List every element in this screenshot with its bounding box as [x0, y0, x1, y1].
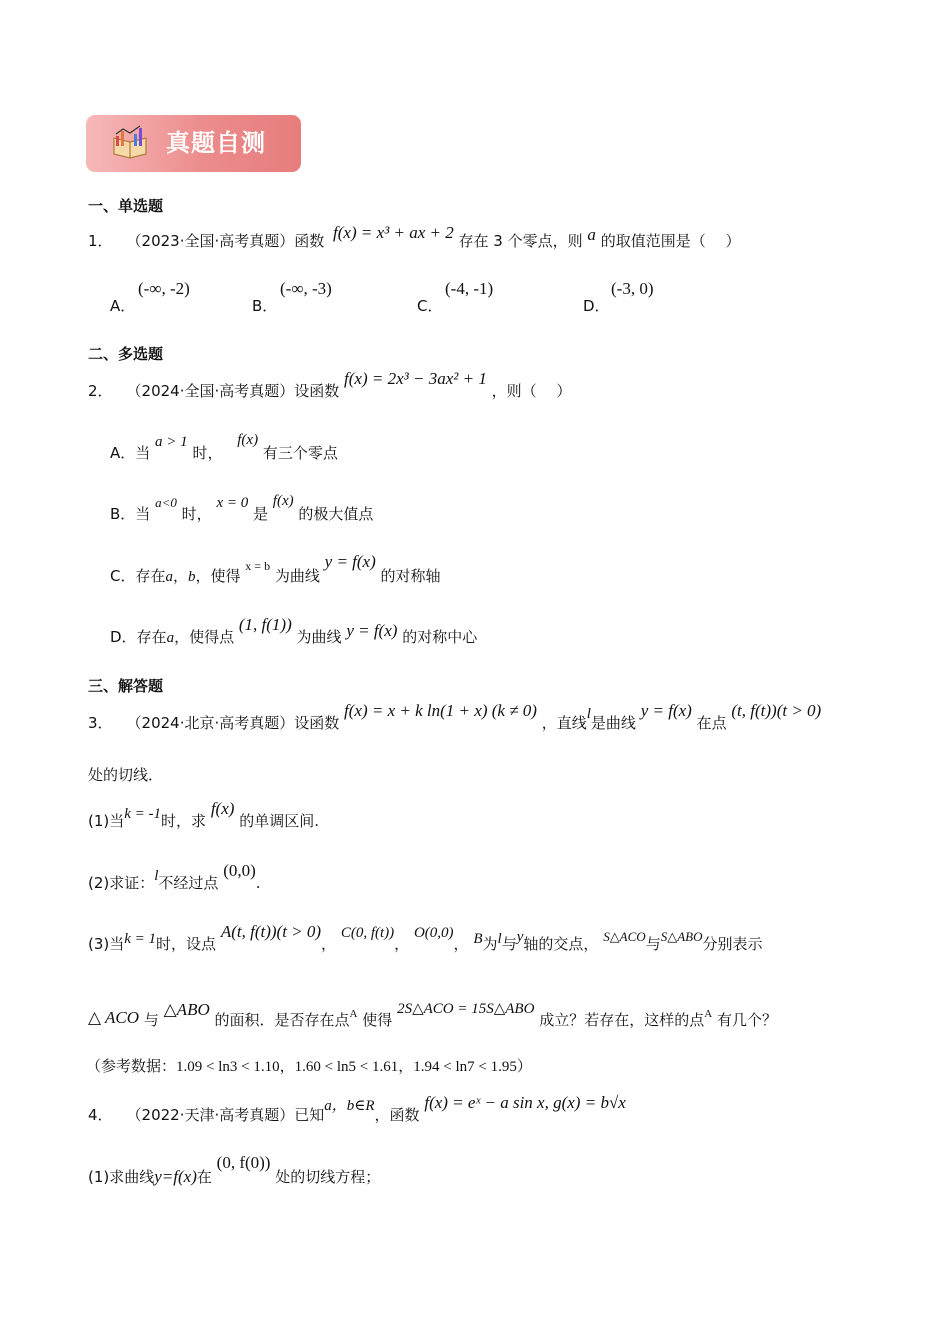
q2-option-b-text1: 时，	[181, 505, 212, 523]
q3-p1-text2: 的单调区间.	[239, 812, 319, 830]
q3-continuation: 处的切线．	[88, 766, 164, 784]
q3-p3-text3: 与	[501, 935, 517, 953]
q3-part-2	[88, 861, 261, 893]
q2-option-c-comma: ，	[172, 567, 188, 585]
q3-p3-label: (3)当	[88, 935, 125, 953]
q2-option-d-text3: 的对称中心	[402, 628, 478, 646]
q3-p3-b: B	[473, 931, 483, 947]
q3-p3-point-o: O(0,0)	[413, 925, 454, 941]
q2-option-c-text2: 为曲线	[274, 567, 320, 585]
q2-option-a-cond: a > 1	[155, 434, 188, 450]
q3-number: 3．	[88, 714, 113, 732]
q3-text3: 在点	[696, 714, 727, 732]
q3-p1-k: k = -1	[124, 806, 162, 822]
q3-p3-comma3: ，	[453, 935, 469, 953]
q2-option-d-text2: 为曲线	[296, 628, 342, 646]
q4-formula: f(x) = eˣ − a sin x, g(x) = b√x	[424, 1093, 626, 1112]
q2-option-c-yfx: y = f(x)	[324, 552, 376, 571]
q2-option-c-label: C．存在	[110, 567, 166, 585]
q3-p3-comma1: ，	[321, 935, 337, 953]
q2-option-d-point: (1, f(1))	[238, 615, 292, 634]
q1-option-a-value: (-∞, -2)	[138, 279, 190, 298]
q1-number: 1．	[88, 232, 113, 250]
q3-p3-text6: 分别表示	[702, 935, 763, 953]
q3-p1-text1: 时，求	[161, 812, 207, 830]
q3-p3-s1: S△ACO	[603, 929, 646, 944]
q2-option-a-text1: 时，	[192, 444, 223, 462]
banner-title: 真题自测	[166, 129, 266, 157]
q2-option-b-x0: x = 0	[216, 495, 249, 511]
q2-option-b-text2: 是	[253, 505, 269, 523]
q1-option-c-label: C．	[417, 297, 443, 315]
q2-option-b	[110, 493, 374, 524]
q3-p3-text10: 成立？若存在，这样的点	[539, 1011, 705, 1029]
q3-source: （2024·北京·高考真题）设函数	[126, 714, 340, 732]
q3-p3-triangle-abo: △ABO	[163, 1000, 210, 1019]
q3-ref-d2: 1.60 < ln5 < 1.61	[294, 1059, 399, 1075]
section-banner	[86, 115, 301, 172]
q3-p3-text1: 时，设点	[156, 935, 217, 953]
q3-formula: f(x) = x + k ln(1 + x) (k ≠ 0)	[344, 701, 537, 720]
q3-p3-l: l	[497, 931, 502, 947]
q3-p3-s2: S△ABO	[660, 929, 703, 944]
q2-option-a-label: A．当	[110, 444, 151, 462]
q4-vars: a，b∈R	[324, 1098, 375, 1114]
q3-p2-text1: 不经过点	[158, 874, 219, 892]
q2-formula: f(x) = 2x³ − 3ax² + 1	[344, 369, 487, 388]
q3-p2-label: (2)求证：	[88, 874, 155, 892]
q1-mid: 存在 3 个零点，则	[458, 232, 583, 250]
q2-option-c	[110, 552, 441, 586]
q3-p3-text9: 使得	[362, 1011, 393, 1029]
q1-option-c	[417, 279, 494, 316]
q1-source: （2023·全国·高考真题）函数	[126, 232, 325, 250]
q3-p3-text5: 与	[645, 935, 661, 953]
q3-p2-l: l	[154, 868, 159, 884]
q1-option-b	[252, 279, 332, 316]
q3-ref-open: （参考数据：	[86, 1057, 177, 1075]
q3-part-3-cont	[88, 1000, 777, 1030]
q2-option-a	[110, 432, 338, 463]
section-solutions: 三、解答题	[88, 677, 164, 695]
q2-option-d-label: D．存在	[110, 628, 167, 646]
q3-p3-text2: 为	[482, 935, 498, 953]
q4-text1: ，函数	[374, 1106, 420, 1124]
q2-option-b-label: B．当	[110, 505, 151, 523]
q3-p1-fx: f(x)	[210, 799, 235, 818]
q3-p3-comma2: ，	[394, 935, 410, 953]
question-4	[88, 1093, 626, 1125]
question-3	[88, 701, 822, 733]
book-chart-icon	[110, 124, 150, 168]
question-2	[88, 369, 572, 401]
q3-ref-d1: 1.09 < ln3 < 1.10	[176, 1059, 280, 1075]
q1-option-a	[110, 279, 190, 316]
q2-option-c-text1: ，使得	[195, 567, 241, 585]
q3-p3-text7: 与	[143, 1011, 159, 1029]
q2-option-d	[110, 615, 478, 647]
q3-p3-point-c: C(0, f(t))	[340, 925, 395, 941]
q3-p3-text4: 轴的交点，	[523, 935, 599, 953]
q1-option-d	[583, 279, 654, 316]
q2-option-c-b: b	[188, 569, 196, 585]
q2-option-a-text2: 有三个零点	[262, 444, 338, 462]
q3-p3-a3: A	[704, 1008, 713, 1020]
q3-p1-label: (1)当	[88, 812, 125, 830]
q2-option-a-fx: f(x)	[237, 432, 259, 448]
q2-option-d-text1: ，使得点	[174, 628, 235, 646]
q3-ref-c1: ，	[279, 1057, 295, 1075]
q4-source: （2022·天津·高考真题）已知	[126, 1106, 325, 1124]
section-multiple-choice: 二、多选题	[88, 345, 164, 363]
q1-option-b-value: (-∞, -3)	[280, 279, 332, 298]
section-single-choice: 一、单选题	[88, 197, 164, 215]
question-1	[88, 223, 741, 251]
q1-tail: 的取值范围是（ ）	[600, 232, 741, 250]
q3-p3-a2: A	[349, 1008, 358, 1020]
q3-p3-equation: 2S△ACO = 15S△ABO	[397, 1001, 535, 1017]
q3-p3-text11: 有几个？	[716, 1011, 777, 1029]
q3-reference-data	[86, 1055, 532, 1076]
q3-p3-point-a: A(t, f(t))(t > 0)	[220, 922, 322, 941]
q3-ref-d3: 1.94 < ln7 < 1.95	[413, 1059, 517, 1075]
q4-number: 4．	[88, 1106, 113, 1124]
q1-option-d-value: (-3, 0)	[611, 279, 654, 298]
q3-part-3	[88, 922, 763, 954]
q3-p3-y: y	[516, 929, 524, 945]
q2-option-c-text3: 的对称轴	[380, 567, 441, 585]
q4-p1-label: (1)求曲线	[88, 1168, 155, 1186]
q3-p3-text8: 的面积．是否存在点	[214, 1011, 350, 1029]
q3-text1: ，直线	[541, 714, 587, 732]
q4-p1-text1: 在	[196, 1168, 212, 1186]
q2-option-c-xb: x = b	[245, 559, 271, 573]
q2-number: 2．	[88, 382, 113, 400]
q3-point: (t, f(t))(t > 0)	[731, 701, 822, 720]
q3-line-l: l	[586, 706, 591, 722]
q2-option-c-a: a	[165, 569, 173, 585]
q1-option-a-label: A．	[110, 297, 136, 315]
q2-option-d-yfx: y = f(x)	[346, 621, 398, 640]
q4-p1-point: (0, f(0))	[216, 1153, 271, 1172]
q1-option-d-label: D．	[583, 297, 610, 315]
q2-source: （2024·全国·高考真题）设函数	[126, 382, 340, 400]
q1-formula: f(x) = x³ + ax + 2	[333, 223, 454, 242]
q3-text2: 是曲线	[590, 714, 636, 732]
q4-part-1	[88, 1153, 381, 1187]
q2-option-b-cond: a<0	[155, 495, 177, 510]
q3-ref-close: ）	[516, 1057, 532, 1075]
q3-curve: y = f(x)	[640, 701, 692, 720]
q1-option-c-value: (-4, -1)	[445, 279, 494, 298]
q2-option-d-a: a	[166, 630, 175, 646]
q2-tail: ，则（ ）	[491, 382, 572, 400]
q4-p1-curve: y=f(x)	[154, 1167, 197, 1186]
q3-p3-k: k = 1	[124, 931, 157, 947]
q3-p2-point: (0,0)	[223, 861, 256, 880]
q1-var-a: a	[587, 225, 596, 244]
q3-p3-triangle-aco: △ ACO	[88, 1008, 140, 1027]
q2-option-b-fx: f(x)	[272, 493, 294, 509]
q3-part-1	[88, 799, 319, 831]
q3-p2-text2: .	[255, 874, 261, 892]
q1-option-b-label: B．	[252, 297, 278, 315]
q4-p1-text2: 处的切线方程；	[275, 1168, 381, 1186]
q2-option-b-text3: 的极大值点	[298, 505, 374, 523]
q3-ref-c2: ，	[398, 1057, 414, 1075]
